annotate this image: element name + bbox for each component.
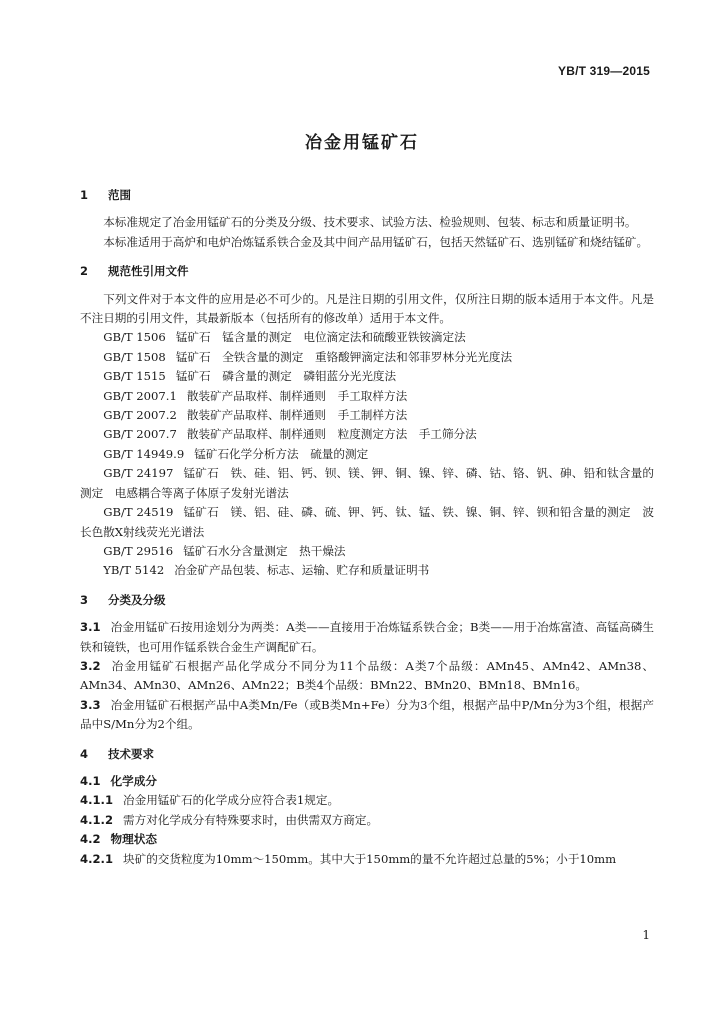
clause-number: 4.2.1 (80, 851, 114, 866)
reference-code: YB/T 5142 (103, 563, 165, 578)
subsection-title: 物理状态 (110, 832, 157, 847)
reference-text: 锰矿石 全铁含量的测定 重铬酸钾滴定法和邻菲罗林分光光度法 (175, 349, 513, 364)
document-title: 冶金用锰矿石 (305, 133, 419, 153)
reference-item (80, 406, 654, 425)
section-3-heading (80, 591, 654, 610)
reference-text: 锰矿石 铁、硅、铝、钙、钡、镁、钾、铜、镍、锌、磷、钴、铬、钒、砷、铅和钛含量的测定 电感耦合等离子体原子发射光谱法 (80, 466, 654, 500)
reference-text: 冶金矿产品包装、标志、运输、贮存和质量证明书 (174, 563, 430, 578)
clause-text: 冶金用锰矿石按用途划分为两类：A类——直接用于冶炼锰系铁合金；B类——用于冶炼富渣、高锰高磷生铁和镜铁，也可用作锰系铁合金生产调配矿石。 (80, 620, 654, 654)
section-number: 4 (80, 746, 89, 761)
section-title: 分类及分级 (108, 592, 166, 607)
section-number: 3 (80, 592, 89, 607)
section-number: 1 (80, 188, 89, 202)
standard-code: YB/T 319—2015 (558, 64, 650, 78)
reference-text: 锰矿石 磷含量的测定 磷钼蓝分光光度法 (175, 369, 397, 384)
reference-item (80, 328, 654, 347)
reference-text: 锰矿石 镁、铝、硅、磷、硫、钾、钙、钛、锰、铁、镍、铜、锌、钡和铅含量的测定 波长色散X射线荧光光谱法 (80, 505, 654, 539)
section-1-heading (80, 186, 654, 205)
subsection-4-2-heading (80, 830, 654, 849)
clause (80, 811, 654, 830)
reference-item (80, 367, 654, 386)
reference-text: 散装矿产品取样、制样通则 手工制样方法 (186, 408, 408, 423)
paragraph: 本标准规定了冶金用锰矿石的分类及分级、技术要求、试验方法、检验规则、包装、标志和质量证明书。 (103, 215, 637, 230)
clause (80, 657, 654, 696)
document-body (80, 186, 654, 869)
reference-item (80, 464, 654, 503)
subsection-number: 4.2 (80, 832, 101, 847)
reference-code: GB/T 24197 (103, 466, 174, 481)
clause (80, 696, 654, 735)
clause-text: 需方对化学成分有特殊要求时，由供需双方商定。 (123, 812, 379, 827)
section-title: 规范性引用文件 (108, 264, 189, 279)
reference-text: 锰矿石 锰含量的测定 电位滴定法和硫酸亚铁铵滴定法 (175, 330, 466, 345)
clause-text: 冶金用锰矿石根据产品化学成分不同分为11个品级：A类7个品级：AMn45、AMn42、AMn38、AMn34、AMn30、AMn26、AMn22；B类4个品级：BMn22、BMn20、BMn18、BMn16。 (80, 658, 654, 693)
reference-item (80, 561, 654, 580)
reference-item (80, 445, 654, 464)
reference-text: 锰矿石水分含量测定 热干燥法 (183, 543, 346, 558)
subsection-4-1-heading (80, 772, 654, 791)
clause-text: 冶金用锰矿石根据产品中A类Mn/Fe（或B类Mn+Fe）分为3个组，根据产品中P/Mn分为3个组，根据产品中S/Mn分为2个组。 (80, 697, 654, 732)
section-2-heading (80, 262, 654, 281)
reference-code: GB/T 1508 (103, 349, 166, 364)
clause (80, 791, 654, 810)
subsection-number: 4.1 (80, 773, 101, 788)
reference-code: GB/T 1506 (103, 330, 166, 345)
reference-code: GB/T 1515 (103, 369, 166, 384)
reference-text: 散装矿产品取样、制样通则 手工取样方法 (186, 388, 408, 403)
reference-item (80, 348, 654, 367)
reference-item (80, 387, 654, 406)
reference-code: GB/T 14949.9 (103, 446, 185, 461)
subsection-title: 化学成分 (110, 773, 157, 788)
reference-item (80, 542, 654, 561)
reference-text: 散装矿产品取样、制样通则 粒度测定方法 手工筛分法 (186, 427, 477, 442)
reference-list (80, 328, 654, 580)
clause (80, 618, 654, 657)
clause-number: 3.3 (80, 697, 101, 712)
section-title: 技术要求 (108, 746, 154, 761)
paragraph: 本标准适用于高炉和电炉冶炼锰系铁合金及其中间产品用锰矿石，包括天然锰矿石、选别锰矿和烧结锰矿。 (103, 234, 649, 249)
clause-number: 4.1.2 (80, 812, 114, 827)
reference-item (80, 503, 654, 542)
clause (80, 850, 654, 869)
page-number: 1 (642, 928, 650, 942)
reference-text: 锰矿石化学分析方法 硫量的测定 (194, 446, 369, 461)
section-number: 2 (80, 264, 89, 279)
reference-item (80, 425, 654, 444)
reference-code: GB/T 2007.1 (103, 388, 177, 403)
section-4-heading (80, 745, 654, 764)
clause-text: 冶金用锰矿石的化学成分应符合表1规定。 (123, 793, 340, 808)
reference-code: GB/T 24519 (103, 505, 174, 520)
reference-code: GB/T 29516 (103, 543, 174, 558)
clause-number: 3.1 (80, 620, 101, 635)
clause-text: 块矿的交货粒度为10mm～150mm。其中大于150mm的量不允许超过总量的5%；小于10mm (123, 851, 617, 866)
reference-code: GB/T 2007.2 (103, 408, 177, 423)
section-title: 范围 (108, 188, 131, 202)
paragraph: 下列文件对于本文件的应用是必不可少的。凡是注日期的引用文件，仅所注日期的版本适用于本文件。凡是不注日期的引用文件，其最新版本（包括所有的修改单）适用于本文件。 (80, 291, 654, 326)
clause-number: 4.1.1 (80, 793, 114, 808)
reference-code: GB/T 2007.7 (103, 427, 177, 442)
clause-number: 3.2 (80, 658, 101, 673)
